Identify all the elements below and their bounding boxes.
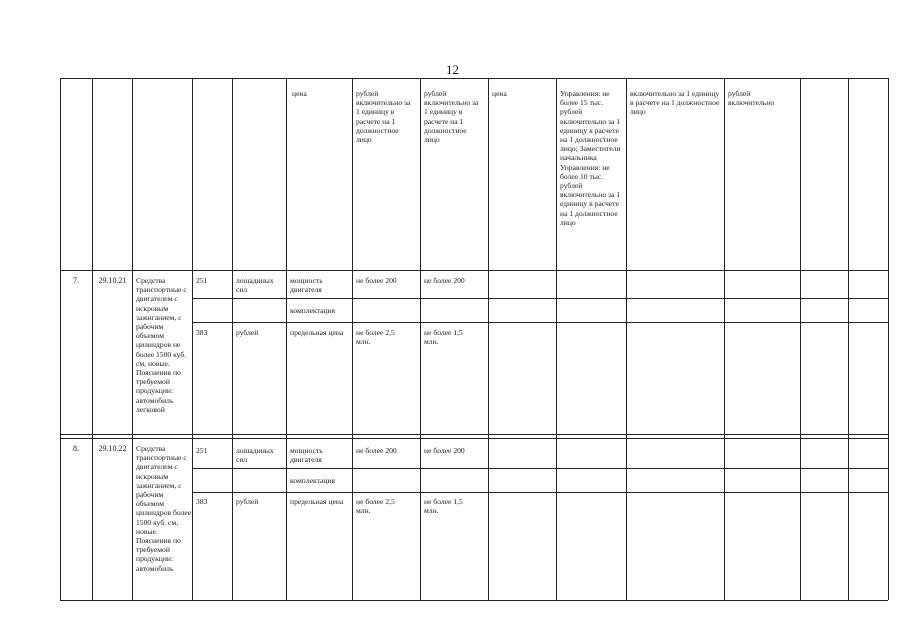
value-2: не более 1,5 млн. bbox=[424, 328, 463, 347]
rule-header-bottom bbox=[60, 270, 888, 271]
rule-r8a bbox=[192, 468, 888, 469]
col-line-14 bbox=[888, 78, 889, 600]
header-col6: цена bbox=[292, 89, 307, 98]
row-code: 29.10.21 bbox=[98, 276, 127, 285]
header-col8: рублей включительно за 1 единицу в расчете на 1 должностное лицо bbox=[424, 89, 479, 145]
rule-top bbox=[60, 78, 888, 79]
col-line-6 bbox=[352, 78, 353, 600]
okei-code: 383 bbox=[196, 328, 208, 337]
col-line-3 bbox=[192, 78, 193, 600]
col-line-1 bbox=[92, 78, 93, 600]
value-1: не более 2,5 млн. bbox=[356, 497, 395, 516]
header-col10: Управления: не более 15 тыс. рублей включительно за 1 единицу в расчете на 1 должностное лицо; Заместители начальника Управления: не более 10 тыс. рублей включительно за 1 единицу в расчете на 1 должностное лицо bbox=[560, 89, 621, 227]
row-code: 29.10.22 bbox=[98, 444, 127, 453]
unit-name: лошадиных сил bbox=[236, 446, 274, 465]
unit-name: рублей bbox=[236, 328, 259, 337]
rule-bottom bbox=[60, 600, 888, 601]
page-number: 12 bbox=[446, 62, 459, 77]
header-col12: рублей включительно bbox=[728, 89, 775, 108]
col-line-4 bbox=[232, 78, 233, 600]
characteristic: комплектация bbox=[290, 306, 335, 315]
col-line-2 bbox=[132, 78, 133, 600]
characteristic: мощность двигателя bbox=[290, 276, 323, 295]
rule-r7a bbox=[192, 298, 888, 299]
rule-r7b bbox=[192, 322, 888, 323]
unit-name: рублей bbox=[236, 497, 259, 506]
okei-code: 383 bbox=[196, 497, 208, 506]
value-2: не более 1,5 млн. bbox=[424, 497, 463, 516]
characteristic: предельная цена bbox=[290, 328, 344, 337]
col-line-11 bbox=[724, 78, 725, 600]
col-line-8 bbox=[488, 78, 489, 600]
row-number: 7. bbox=[73, 276, 79, 285]
rule-r7-bottom bbox=[60, 434, 888, 435]
value-2: не более 200 bbox=[424, 446, 465, 455]
rule-r8-top bbox=[60, 438, 888, 439]
header-col9: цена bbox=[492, 89, 507, 98]
col-line-5 bbox=[286, 78, 287, 600]
header-col11: включительно за 1 единицу в расчете на 1 должностное лицо bbox=[630, 89, 720, 117]
value-2: не более 200 bbox=[424, 276, 465, 285]
characteristic: предельная цена bbox=[290, 497, 344, 506]
row-number: 8. bbox=[73, 444, 79, 453]
row-name: Средства транспортные с двигателем с искровым зажиганием, с рабочим объемом цилиндров более 1500 куб. см, новые. Пояснения по требуемой продукции: автомобиль bbox=[136, 444, 192, 573]
unit-name: лошадиных сил bbox=[236, 276, 274, 295]
characteristic: мощность двигателя bbox=[290, 446, 323, 465]
okei-code: 251 bbox=[196, 276, 208, 285]
col-line-0 bbox=[60, 78, 61, 600]
value-1: не более 200 bbox=[356, 446, 397, 455]
value-1: не более 2,5 млн. bbox=[356, 328, 395, 347]
okei-code: 251 bbox=[196, 446, 208, 455]
col-line-9 bbox=[556, 78, 557, 600]
header-col7: рублей включительно за 1 единицу в расчете на 1 должностное лицо bbox=[356, 89, 411, 145]
col-line-7 bbox=[420, 78, 421, 600]
col-line-12 bbox=[800, 78, 801, 600]
characteristic: комплектация bbox=[290, 476, 335, 485]
rule-r8b bbox=[192, 492, 888, 493]
col-line-13 bbox=[848, 78, 849, 600]
row-name: Средства транспортные с двигателем с искровым зажиганием, с рабочим объемом цилиндров не более 1500 куб. см, новые. Пояснения по требуемой продукции: автомобиль легковой bbox=[136, 276, 187, 414]
col-line-10 bbox=[626, 78, 627, 600]
value-1: не более 200 bbox=[356, 276, 397, 285]
